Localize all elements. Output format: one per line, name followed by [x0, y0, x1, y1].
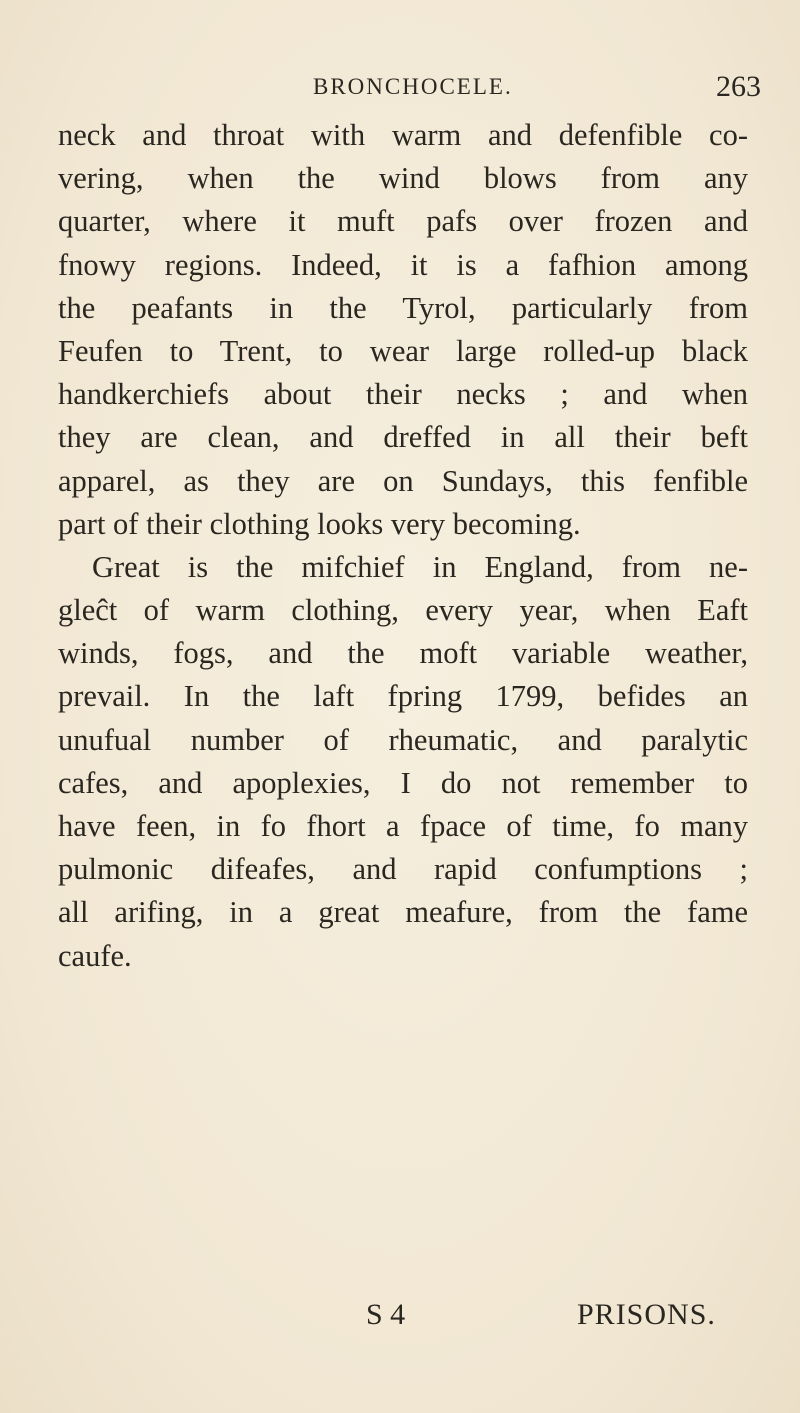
text-line: cafes, and apoplexies, I do not remember to [58, 765, 748, 800]
text-line: neck and throat with warm and defenfible co- [58, 118, 748, 152]
text-line: pulmonic difeafes, and rapid confumptions ; [58, 852, 748, 887]
text-line: the peafants in the Tyrol, particularly from [58, 290, 748, 325]
text-line: prevail. In the laft fpring 1799, befides an [58, 679, 748, 714]
text-line: Great is the mifchief in England, from ne- [92, 549, 748, 584]
running-title: BRONCHOCELE. [313, 74, 513, 99]
signature-mark: S 4 [366, 1298, 406, 1331]
text-line: fnowy regions. Indeed, it is a fafhion among [58, 247, 748, 282]
text-line: caufe. [58, 938, 132, 973]
text-line: all arifing, in a great meafure, from the fame [58, 895, 748, 930]
text-line: quarter, where it muft pafs over frozen and [58, 204, 748, 239]
text-line: vering, when the wind blows from any [58, 161, 748, 196]
catchword: PRISONS. [577, 1298, 716, 1331]
text-line: they are clean, and dreffed in all their beft [58, 420, 748, 455]
text-line: winds, fogs, and the moft variable weather, [58, 636, 748, 671]
text-line: part of their clothing looks very becoming. [58, 506, 581, 541]
text-line: gleĉt of warm clothing, every year, when Eaft [58, 593, 748, 628]
text-line: handkerchiefs about their necks ; and when [58, 377, 748, 412]
text-line: have feen, in fo fhort a fpace of time, fo many [58, 809, 748, 843]
text-line: Feufen to Trent, to wear large rolled-up black [58, 333, 748, 368]
body-text [58, 114, 748, 978]
page-number: 263 [716, 70, 761, 103]
text-line: apparel, as they are on Sundays, this fenfible [58, 463, 748, 498]
text-line: unufual number of rheumatic, and paralytic [58, 722, 748, 757]
